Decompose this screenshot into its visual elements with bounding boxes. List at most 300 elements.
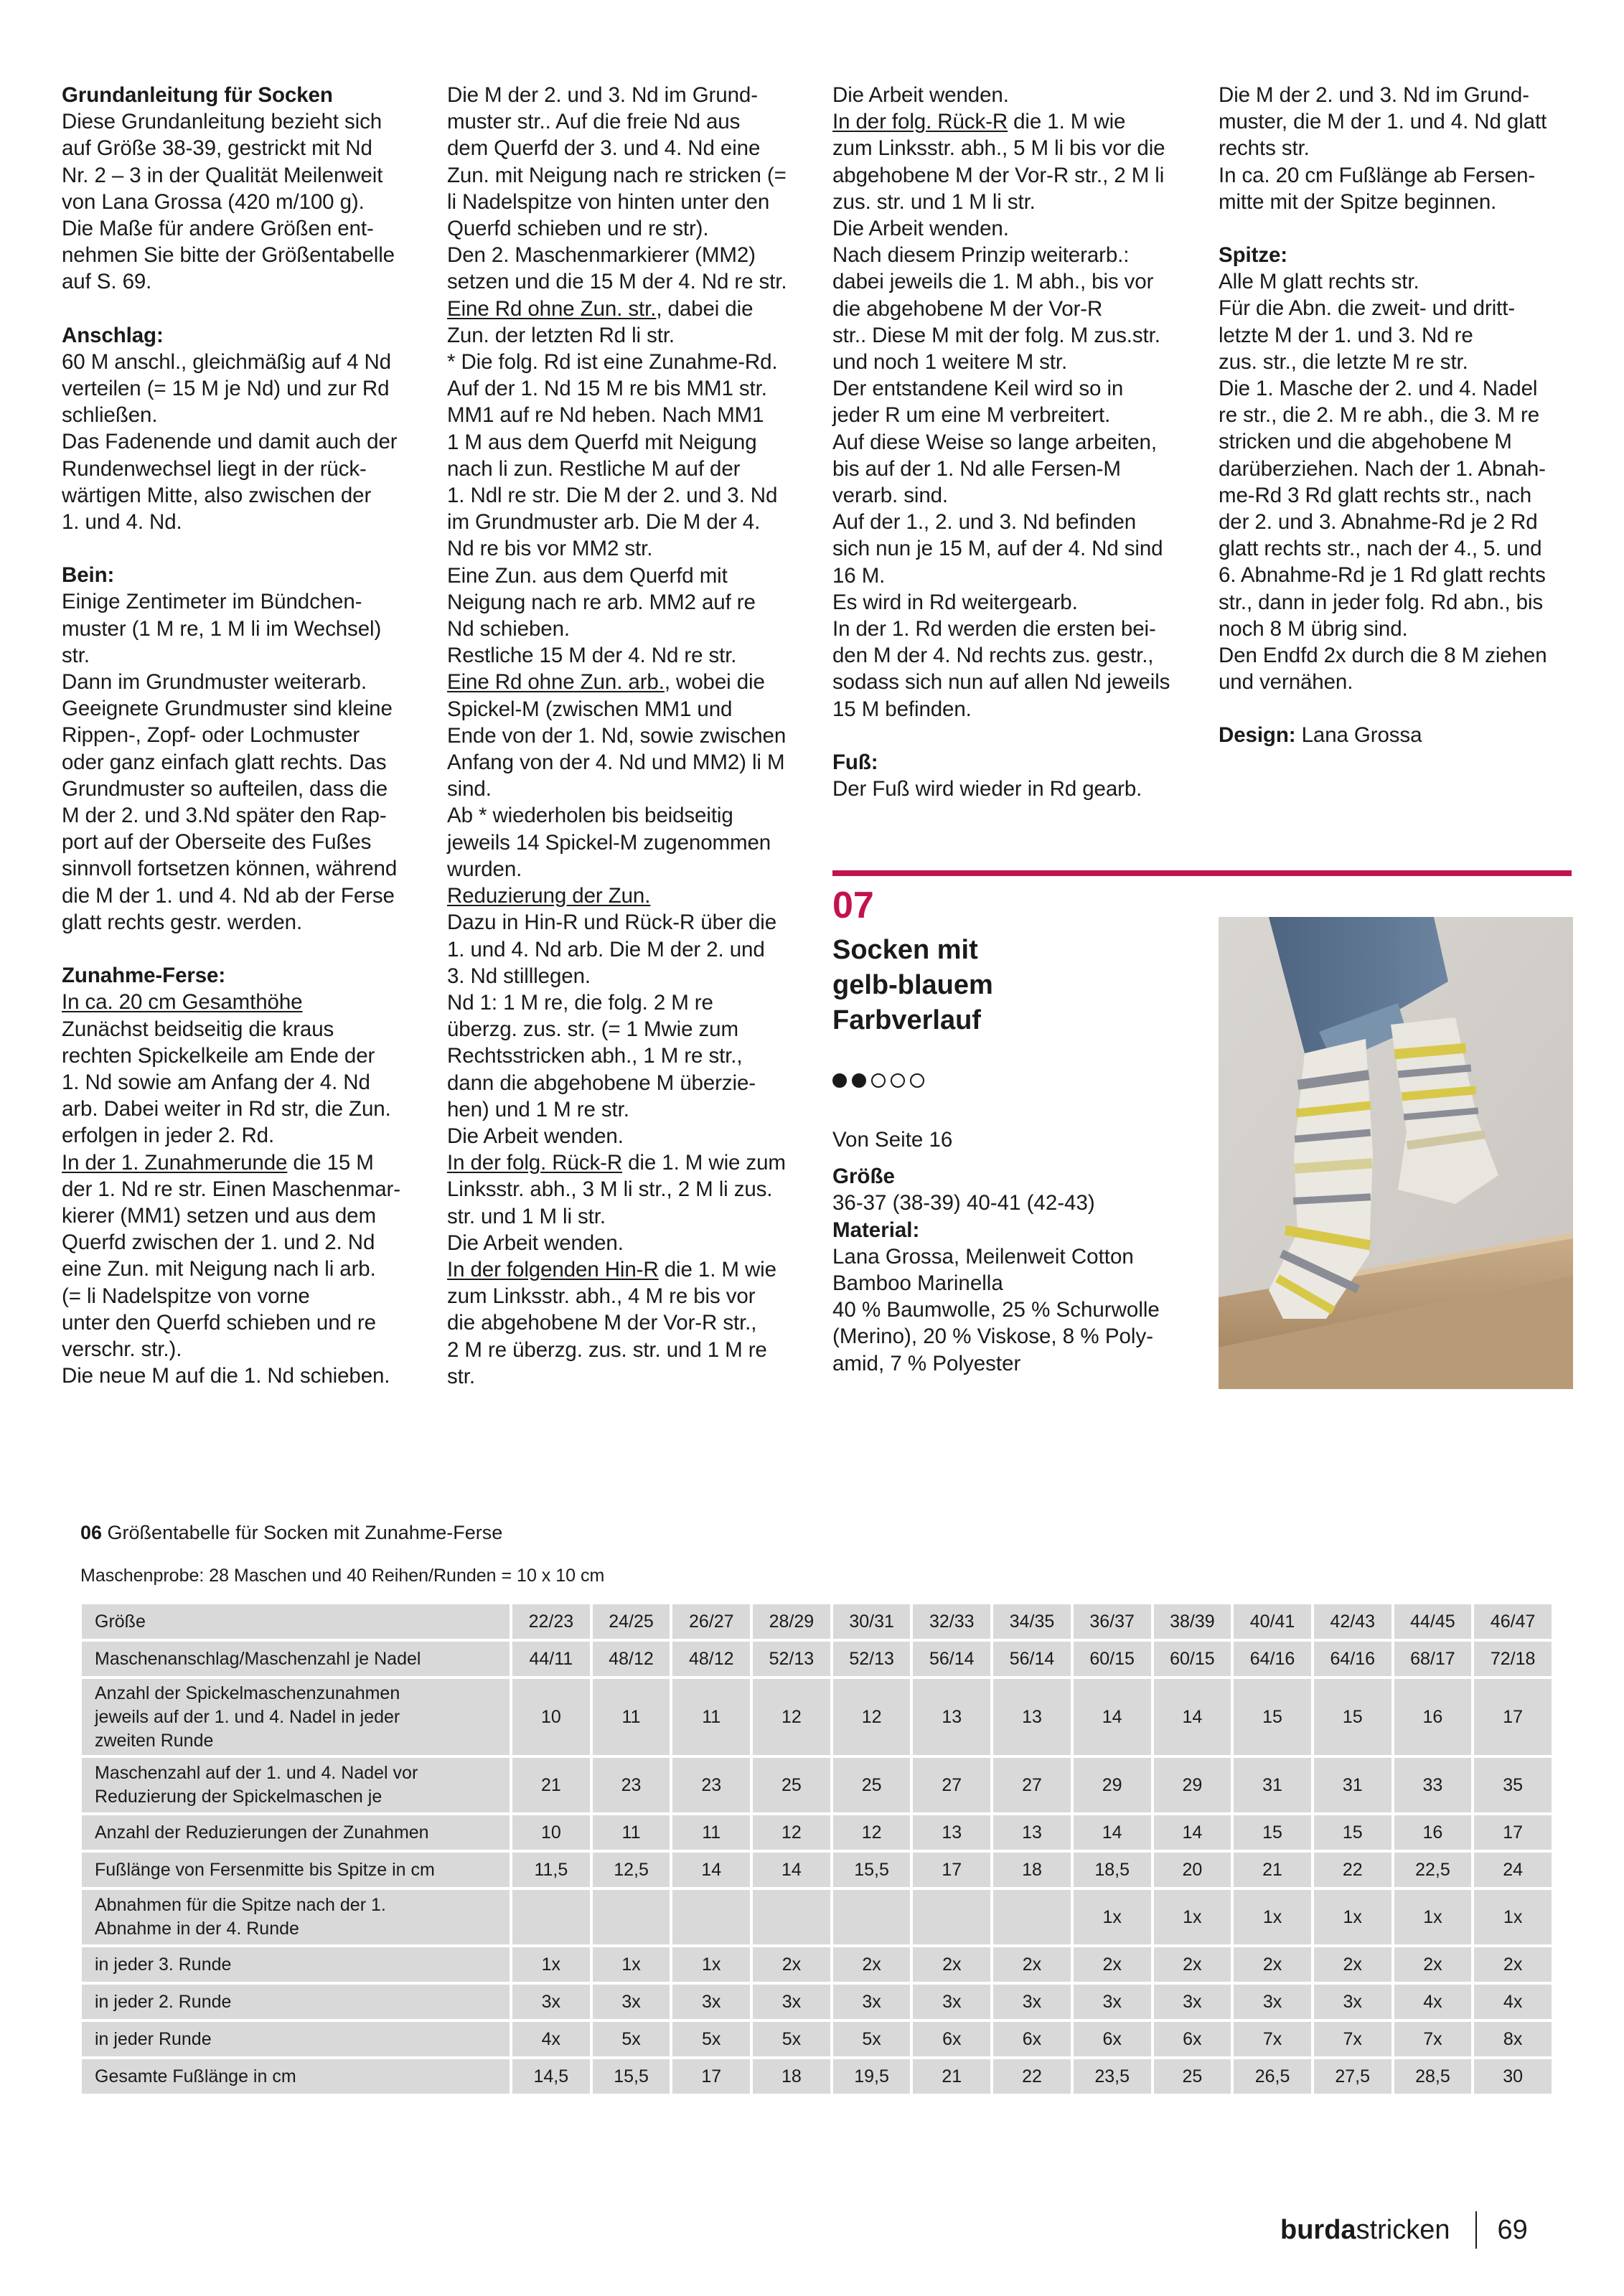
table-cell: 48/12 [672,1642,750,1676]
zunahme-underline-2-rest: die 15 M [287,1150,374,1175]
text-line: re str., die 2. M re abh., die 3. M re [1219,403,1540,428]
table-cell: 38/39 [1154,1604,1231,1639]
text-line: Dazu in Hin-R und Rück-R über die [447,911,777,935]
text-line: jeweils 14 Spickel-M zugenommen [447,830,771,855]
text-line: amid, 7 % Polyester [832,1351,1021,1375]
row-label-line: Reduzierung der Spickelmaschen je [95,1787,382,1807]
text-line: Socken mit [832,935,978,965]
table-cell: 2x [913,1947,990,1982]
text-line: Den Endfd 2x durch die 8 M ziehen [1219,644,1547,668]
text-line: Diese Grundanleitung bezieht sich [62,110,382,134]
text-line: Spickel-M (zwischen MM1 und [447,697,733,721]
col2-underline-b: Eine Rd ohne Zun. arb. [447,670,665,695]
text-line: letzte M der 1. und 3. Nd re [1219,323,1473,347]
table-row [82,1758,1552,1812]
row-label-line: Maschenanschlag/Maschenzahl je Nadel [95,1648,421,1669]
table-cell: 2x [1074,1947,1151,1982]
section-title-anschlag: Anschlag: [62,323,164,347]
text-line: Zun. mit Neigung nach re stricken (= [447,163,787,187]
col2-underline-e: In der folgenden Hin-R [447,1257,659,1281]
table-cell: 3x [1154,1985,1231,2019]
table-cell: 14 [1154,1679,1231,1755]
text-line: arb. Dabei weiter in Rd str, die Zun. [62,1097,391,1121]
table-row [82,1890,1552,1944]
table-cell: 52/13 [753,1642,830,1676]
footer-divider [1475,2211,1477,2249]
text-line: Die M der 2. und 3. Nd im Grund- [1219,83,1529,107]
table-cell [833,1890,911,1944]
text-line: M der 2. und 3.Nd später den Rap- [62,804,387,828]
text-line: Nd schieben. [447,617,570,641]
table-cell: 29 [1074,1758,1151,1812]
text-line: rechts str. [1219,136,1310,161]
col2-text-b [447,322,820,669]
text-line: sich nun je 15 M, auf der 4. Nd sind [832,537,1163,561]
table-row [82,1815,1552,1850]
text-line: dann die abgehobene M überzie- [447,1071,756,1095]
difficulty-dot-filled-icon [852,1073,866,1088]
col2-text-c [447,696,820,883]
row-label [82,1758,510,1812]
table-cell: 31 [1314,1758,1391,1812]
text-line: der 1. Nd re str. Einen Maschenmar- [62,1177,400,1201]
text-line: Alle M glatt rechts str. [1219,270,1419,294]
table-cell: 6x [1074,2022,1151,2056]
table-cell: 36/37 [1074,1604,1151,1639]
text-line: gelb-blauem [832,970,993,1000]
table-cell: 2x [1234,1947,1311,1982]
table-cell: 6x [1154,2022,1231,2056]
table-cell: 21 [1234,1853,1311,1887]
text-line: Die Arbeit wenden. [832,217,1009,241]
table-cell: 6x [993,2022,1071,2056]
table-cell: 2x [1314,1947,1391,1982]
table-cell: 44/45 [1394,1604,1472,1639]
table-cell: 16 [1394,1815,1472,1850]
text-line: Linksstr. abh., 3 M li str., 2 M li zus. [447,1177,773,1202]
text-line: abgehobene M der Vor-R str., 2 M li [832,163,1165,187]
row-label [82,1604,510,1639]
column-4 [1219,82,1592,749]
col2-text-f [447,1283,820,1390]
text-line: wärtigen Mitte, also zwischen der [62,483,372,507]
text-line: Auf diese Weise so lange arbeiten, [832,430,1157,454]
text-line: Die Arbeit wenden. [447,1231,624,1255]
text-line: str. und 1 M li str. [447,1204,606,1228]
text-line: überzg. zus. str. (= 1 Mwie zum [447,1017,738,1042]
col2-text-d [447,909,820,1149]
table-cell: 3x [593,1985,670,2019]
table-cell: 4x [1474,1985,1552,2019]
text-line: verschr. str.). [62,1337,182,1361]
col2-text-a [447,82,820,296]
text-line: verteilen (= 15 M je Nd) und zur Rd [62,377,390,401]
row-label-line: Anzahl der Reduzierungen der Zunahmen [95,1822,429,1843]
page-number: 69 [1497,2214,1528,2245]
grund-text [62,108,435,295]
text-line: 15 M befinden. [832,697,972,721]
table-cell: 1x [1074,1890,1151,1944]
spitze-text [1219,268,1592,695]
column-2 [447,82,820,1390]
table-cell: 1x [512,1947,590,1982]
text-line: Lana Grossa, Meilenweit Cotton [832,1244,1134,1269]
text-line: zum Linksstr. abh., 5 M li bis vor die [832,136,1165,161]
row-label [82,1947,510,1982]
text-line: li Nadelspitze von hinten unter den [447,189,770,214]
table-cell: 10 [512,1815,590,1850]
table-cell: 32/33 [913,1604,990,1639]
table-cell: 19,5 [833,2059,911,2094]
row-label-line: Abnahme in der 4. Runde [95,1919,299,1939]
text-line: schließen. [62,403,158,428]
text-line: die M der 1. und 4. Nd ab der Ferse [62,883,395,908]
table-cell: 11,5 [512,1853,590,1887]
row-label-line: in jeder 3. Runde [95,1954,232,1975]
table-cell: 29 [1154,1758,1231,1812]
difficulty-dot-empty-icon [910,1073,924,1088]
text-line: die abgehobene M der Vor-R [832,296,1103,321]
text-line: muster, die M der 1. und 4. Nd glatt [1219,110,1547,134]
text-line: glatt rechts gestr. werden. [62,910,303,934]
table-cell: 4x [512,2022,590,2056]
table-cell [913,1890,990,1944]
table-cell: 1x [593,1947,670,1982]
section-divider-07 [832,870,1572,876]
text-line: Die neue M auf die 1. Nd schieben. [62,1364,390,1388]
table-cell: 3x [512,1985,590,2019]
table-cell: 14 [1154,1815,1231,1850]
text-line: noch 8 M übrig sind. [1219,616,1408,641]
table-row [82,1853,1552,1887]
table-cell: 2x [993,1947,1071,1982]
text-line: Nr. 2 – 3 in der Qualität Meilenweit [62,163,383,187]
table-row [82,1947,1552,1982]
table-cell: 12,5 [593,1853,670,1887]
difficulty-dot-filled-icon [832,1073,847,1088]
table-cell: 15 [1234,1815,1311,1850]
text-line: die abgehobene M der Vor-R str., [447,1311,757,1335]
text-line: Auf der 1. Nd 15 M re bis MM1 str. [447,377,767,401]
zunahme-text-2 [62,1176,435,1390]
table-cell: 7x [1314,2022,1391,2056]
table-cell: 5x [833,2022,911,2056]
page-footer [1280,2211,1528,2249]
difficulty-rating [832,1073,924,1088]
row-label-line: Gesamte Fußlänge in cm [95,2066,296,2086]
table-row [82,1642,1552,1676]
col2-underline-d-rest: die 1. M wie zum [622,1151,786,1175]
table-cell: 27,5 [1314,2059,1391,2094]
row-label [82,1679,510,1755]
text-line: nach li zun. Restliche M auf der [447,456,741,481]
brand-bold: burda [1280,2214,1356,2245]
table-cell [753,1890,830,1944]
text-line: In ca. 20 cm Fußlänge ab Fersen- [1219,163,1536,187]
table-cell: 12 [753,1815,830,1850]
size-table [79,1601,1554,2097]
table-cell: 6x [913,2022,990,2056]
table-cell: 12 [833,1815,911,1850]
text-line: Es wird in Rd weitergearb. [832,590,1078,614]
table-cell: 17 [1474,1679,1552,1755]
row-label-line: Maschenzahl auf der 1. und 4. Nadel vor [95,1763,418,1783]
row-label-line: Größe [95,1611,146,1632]
text-line: hen) und 1 M re str. [447,1097,629,1121]
section-title-spitze: Spitze: [1219,243,1287,268]
text-line: zus. str. und 1 M li str. [832,189,1036,214]
text-line: Einige Zentimeter im Bündchen- [62,590,362,614]
table-cell: 7x [1234,2022,1311,2056]
text-line: Rundenwechsel liegt in der rück- [62,456,367,481]
row-label-line: Fußlänge von Fersenmitte bis Spitze in cm [95,1859,435,1880]
table-cell: 15 [1314,1679,1391,1755]
text-line: eine Zun. mit Neigung nach li arb. [62,1257,376,1281]
table-cell: 1x [672,1947,750,1982]
row-label [82,2022,510,2056]
table-cell: 2x [833,1947,911,1982]
table-cell: 15 [1234,1679,1311,1755]
table-cell: 5x [593,2022,670,2056]
table-cell: 28,5 [1394,2059,1472,2094]
table-cell: 14 [753,1853,830,1887]
table-cell [593,1890,670,1944]
text-line: oder ganz einfach glatt rechts. Das [62,750,387,774]
text-line: str., dann in jeder folg. Rd abn., bis [1219,590,1544,614]
zunahme-underline-1: In ca. 20 cm Gesamthöhe [62,990,303,1015]
table-cell: 11 [593,1679,670,1755]
table-cell: 8x [1474,2022,1552,2056]
table-cell: 1x [1154,1890,1231,1944]
table-cell: 1x [1314,1890,1391,1944]
table-cell: 42/43 [1314,1604,1391,1639]
table-caption [80,1520,502,1545]
zunahme-underline-2: In der 1. Zunahmerunde [62,1150,288,1175]
table-cell: 25 [753,1758,830,1812]
table-cell: 21 [512,1758,590,1812]
col2-text-e [447,1176,820,1256]
text-line: Der entstandene Keil wird so in [832,377,1124,401]
table-cell: 18 [993,1853,1071,1887]
brand-rest: stricken [1356,2214,1450,2245]
table-cell [672,1890,750,1944]
table-number: 06 [80,1522,103,1543]
text-line: Rippen-, Zopf- oder Lochmuster [62,723,360,748]
table-cell: 56/14 [913,1642,990,1676]
text-line: Die M der 2. und 3. Nd im Grund- [447,83,758,107]
row-label [82,1815,510,1850]
table-row [82,2059,1552,2094]
row-label [82,1642,510,1676]
row-label [82,2059,510,2094]
table-cell: 3x [672,1985,750,2019]
table-cell: 15,5 [593,2059,670,2094]
row-label-line: in jeder 2. Runde [95,1991,232,2012]
table-cell: 40/41 [1234,1604,1311,1639]
text-line: und noch 1 weitere M str. [832,350,1068,375]
table-row [82,2022,1552,2056]
table-cell: 1x [1474,1890,1552,1944]
table-cell: 7x [1394,2022,1472,2056]
text-line: Die 1. Masche der 2. und 4. Nadel [1219,377,1538,401]
text-line: zus. str., die letzte M re str. [1219,349,1468,374]
table-cell: 34/35 [993,1604,1071,1639]
text-line: glatt rechts str., nach der 4., 5. und [1219,537,1542,561]
table-cell: 2x [1474,1947,1552,1982]
table-cell: 14 [1074,1815,1151,1850]
text-line: me-Rd 3 Rd glatt rechts str., nach [1219,483,1532,507]
text-line: Zun. der letzten Rd li str. [447,323,675,347]
row-label [82,1853,510,1887]
row-label-line: Anzahl der Spickelmaschenzunahmen [95,1683,400,1703]
table-cell: 5x [672,2022,750,2056]
sock-photo [1219,917,1573,1389]
table-title: Größentabelle für Socken mit Zunahme-Ferse [102,1522,503,1543]
table-cell: 12 [753,1679,830,1755]
table-cell: 15 [1314,1815,1391,1850]
difficulty-dot-empty-icon [891,1073,905,1088]
design-label: Design: [1219,723,1296,748]
table-cell: 35 [1474,1758,1552,1812]
table-cell: 11 [593,1815,670,1850]
table-cell [993,1890,1071,1944]
table-cell: 13 [913,1679,990,1755]
sock-photo-illustration [1219,917,1573,1389]
text-line: Querfd zwischen der 1. und 2. Nd [62,1231,375,1255]
table-cell: 15,5 [833,1853,911,1887]
text-line: Die Arbeit wenden. [447,1124,624,1148]
table-cell: 1x [1234,1890,1311,1944]
text-line: darüberziehen. Nach der 1. Abnah- [1219,456,1546,481]
col2-underline-d: In der folg. Rück-R [447,1151,623,1175]
text-line: nehmen Sie bitte der Größentabelle [62,243,395,268]
row-label [82,1985,510,2019]
text-line: Rechtsstricken abh., 1 M re str., [447,1044,743,1068]
pattern-info [832,1126,1206,1377]
text-line: muster str.. Auf die freie Nd aus [447,110,741,134]
design-value: Lana Grossa [1295,723,1422,748]
pattern-title [832,933,1163,1038]
text-line: auf S. 69. [62,270,152,294]
row-label [82,1890,510,1944]
text-line: * Die folg. Rd ist eine Zunahme-Rd. [447,350,778,375]
table-cell: 11 [672,1815,750,1850]
table-cell: 30/31 [833,1604,911,1639]
text-line: Den 2. Maschenmarkierer (MM2) [447,243,756,268]
text-line: kierer (MM1) setzen und aus dem [62,1203,376,1228]
text-line: Auf der 1., 2. und 3. Nd befinden [832,510,1137,535]
col2-underline-c: Reduzierung der Zun. [447,884,651,908]
table-cell: 13 [993,1679,1071,1755]
col2-underline-e-rest: die 1. M wie [658,1257,776,1281]
text-line: (= li Nadelspitze von vorne [62,1284,310,1308]
table-cell: 18 [753,2059,830,2094]
text-line: Bamboo Marinella [832,1271,1003,1296]
table-cell: 23 [593,1758,670,1812]
section-title-bein: Bein: [62,563,115,588]
text-line: 6. Abnahme-Rd je 1 Rd glatt rechts [1219,563,1546,588]
table-cell: 60/15 [1154,1642,1231,1676]
text-line: Grundmuster so aufteilen, dass die [62,776,388,801]
table-cell: 2x [1394,1947,1472,1982]
gauge-note: Maschenprobe: 28 Maschen und 40 Reihen/Runden = 10 x 10 cm [80,1566,605,1586]
text-line: 60 M anschl., gleichmäßig auf 4 Nd [62,349,391,374]
difficulty-dot-empty-icon [871,1073,886,1088]
table-cell: 22 [993,2059,1071,2094]
text-line: rechten Spickelkeile am Ende der [62,1043,375,1068]
table-cell: 33 [1394,1758,1472,1812]
table-cell: 3x [1074,1985,1151,2019]
text-line: Anfang von der 4. Nd und MM2) li M [447,751,785,775]
table-cell: 44/11 [512,1642,590,1676]
text-line: muster (1 M re, 1 M li im Wechsel) [62,616,382,641]
col2-underline-a: Eine Rd ohne Zun. str. [447,296,657,321]
table-cell: 26,5 [1234,2059,1311,2094]
text-line: 1. Ndl re str. Die M der 2. und 3. Nd [447,484,778,508]
table-cell: 60/15 [1074,1642,1151,1676]
table-cell: 18,5 [1074,1853,1151,1887]
table-cell: 12 [833,1679,911,1755]
col3-underline-a: In der folg. Rück-R [832,110,1008,134]
section-title-fuss: Fuß: [832,750,878,774]
table-cell: 11 [672,1679,750,1755]
text-line: setzen und die 15 M der 4. Nd re str. [447,270,787,294]
anschlag-text [62,349,435,535]
table-cell: 14 [1074,1679,1151,1755]
pattern-number: 07 [832,885,874,926]
text-line: In der 1. Rd werden die ersten bei- [832,617,1156,641]
text-line: str. [62,643,90,667]
text-line: jeder R um eine M verbreitert. [832,403,1111,428]
text-line: den M der 4. Nd rechts zus. gestr., [832,644,1154,668]
table-row [82,1604,1552,1639]
table-cell: 13 [993,1815,1071,1850]
text-line: 1. und 4. Nd arb. Die M der 2. und [447,937,765,961]
size-label: Größe [832,1165,895,1189]
table-cell: 17 [1474,1815,1552,1850]
text-line: unter den Querfd schieben und re [62,1310,376,1335]
text-line: dabei jeweils die 1. M abh., bis vor [832,270,1154,294]
material-text [832,1243,1206,1377]
table-cell: 14,5 [512,2059,590,2094]
table-cell: 56/14 [993,1642,1071,1676]
table-cell: 52/13 [833,1642,911,1676]
section-title-zunahme-ferse: Zunahme-Ferse: [62,964,226,988]
table-cell: 17 [672,2059,750,2094]
table-cell: 13 [913,1815,990,1850]
table-cell: 16 [1394,1679,1472,1755]
row-label-line: in jeder Runde [95,2028,212,2049]
from-page: Von Seite 16 [832,1128,953,1152]
column-1 [62,82,435,1389]
table-row [82,1679,1552,1755]
table-cell: 14 [672,1853,750,1887]
fuss-text: Der Fuß wird wieder in Rd gearb. [832,777,1142,801]
text-line: Nach diesem Prinzip weiterarb.: [832,243,1130,268]
row-label-line: jeweils auf der 1. und 4. Nadel in jeder [95,1706,400,1727]
text-line: auf Größe 38-39, gestrickt mit Nd [62,136,372,161]
table-cell: 20 [1154,1853,1231,1887]
table-cell: 22 [1314,1853,1391,1887]
text-line: mitte mit der Spitze beginnen. [1219,189,1497,214]
table-cell: 1x [1394,1890,1472,1944]
zunahme-text [62,1016,435,1149]
text-line: Zunächst beidseitig die kraus [62,1017,334,1041]
text-line: sinnvoll fortsetzen können, während [62,857,398,881]
table-cell: 46/47 [1474,1604,1552,1639]
table-cell: 68/17 [1394,1642,1472,1676]
text-line: der 2. und 3. Abnahme-Rd je 2 Rd [1219,510,1538,535]
